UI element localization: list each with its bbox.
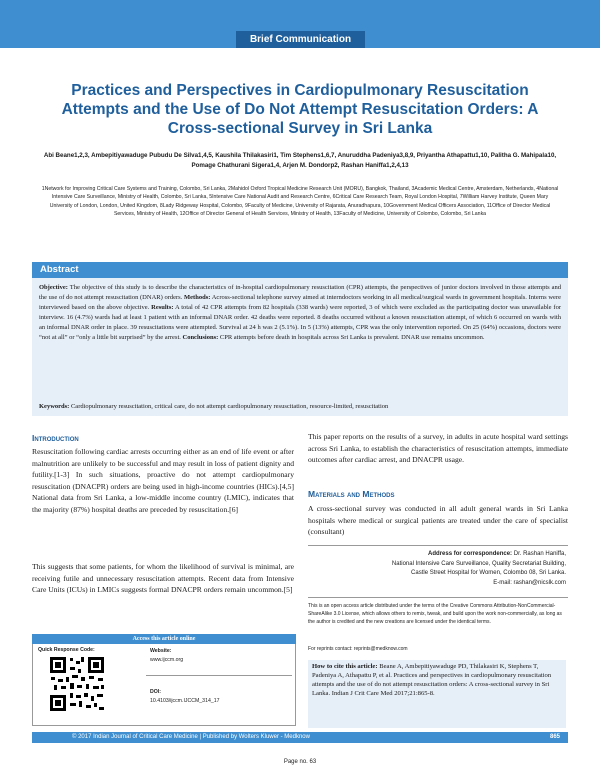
license-divider <box>308 597 568 598</box>
footer-copyright: © 2017 Indian Journal of Critical Care Medicine | Published by Wolters Kluwer - Medknow <box>72 734 310 740</box>
intro-paragraph-1: Resuscitation following cardiac arrests occurring either as an end of life event or after malnutrition are unlikely to be successful and may result in loss of patient dignity and futility.[1-3] In such situations, proactive do not attempt cardiopulmonary resuscitation (DNACPR) orders are being used in high-income countries (HICs).[4,5] National data from Sri Lanka, a low-middle income country (LMIC), indicates that the majority (87%) hospital deaths are preceded by resuscitation.[6] <box>32 447 294 514</box>
page-number-label: Page no. 63 <box>283 759 317 765</box>
intro-heading: Introduction <box>32 433 79 443</box>
correspondence-name: Dr. Rashan Haniffa, <box>513 551 566 557</box>
abstract-text <box>39 283 561 344</box>
correspondence-block <box>308 550 566 588</box>
abstract-heading: Abstract <box>40 264 79 275</box>
methods-heading: Materials and Methods <box>308 489 395 499</box>
keywords-text: Cardiopulmonary resuscitation, critical care, do not attempt cardiopulmonary resuscitation, resource-limited, resuscitation <box>70 403 389 410</box>
author-list: Abi Beane1,2,3, Ambepitiyawaduge Pubudu De Silva1,4,5, Kaushila Thilakasiri1, Tim Stephens1,6,7, Anuruddha Padeniya3,8,9, Priyantha Athapattu1,10, Palitha G. Mahipala10, Pomage Chathurani Sigera1,4, Arjen M. Dondorp2, Rashan Haniffa1,2,4,13 <box>43 152 557 169</box>
results-text: A total of 42 CPR attempts from 82 hospitals (338 wards) were reported, 3 of which were excluded as the participating doctor was unavailable for interview. 16 (4.7%) wards had at least 1 patient with an informal DNAR order. 42 deaths were reported. 8 deaths occurred without a known resuscitation attempt, of which 6 occurred on wards with an informal DNAR order in place. 39 resuscitations were attempted. Survival at 24 h was 2 (5.1%). In 5 (13%) attempts, CPR was the only intervention reported. On 25 (64%) occasions, doctors were “not at all” or “only a little bit surprised” by the arrest. <box>39 304 561 342</box>
affiliations: 1Network for Improving Critical Care Systems and Training, Colombo, Sri Lanka, 2Mahidol Oxford Tropical Medicine Research Unit (MORU), Bangkok, Thailand, 3Academic Medical Centre, Amsterdam, Netherlands, 4National Intensive Care Surveillance, Ministry of Health, Colombo, Sri Lanka, 5Intensive Care National Audit and Research Centre, 6Critical Care Research Team, Royal London Hospital, 7William Harvey Institute, Queen Mary University of London, London, United Kingdom, 8Lady Ridgeway Hospital, Colombo, 9Faculty of Medicine, University of Rajarata, Anuradhapura, 10Government Medical Officers Association, 11Office of Director Medical Services, Ministry of Health, 12Office of Director General of Health Services, Ministry of Health, 13Faculty of Medicine, University of Colombo, Colombo, Sri Lanka <box>41 186 559 217</box>
intro-paragraph-2: This suggests that some patients, for whom the likelihood of survival is minimal, are receiving futile and unnecessary resuscitation attempts. Recent data from Intensive Care Units (ICUs) in LMICs suggests formal DNACPR orders remain uncommon.[5] <box>32 562 294 595</box>
access-heading: Access this article online <box>32 634 296 644</box>
website-link[interactable]: www.ijccm.org <box>150 657 184 663</box>
doi-label: DOI: <box>150 689 161 695</box>
footer-page-number: 865 <box>549 734 560 740</box>
correspondence-email[interactable]: E-mail: rashan@nicslk.com <box>493 579 566 586</box>
results-label: Results: <box>151 304 174 312</box>
doi-value[interactable]: 10.4103/ijccm.IJCCM_314_17 <box>150 698 220 704</box>
abstract-heading-bar <box>32 262 568 278</box>
correspondence-divider <box>308 545 568 546</box>
objective-text: The objective of this study is to describe the characteristics of in-hospital cardiopulmonary resuscitation (CPR) attempts, the perspectives of junior doctors involved in those attempts and the use of do not attempt resuscitation (DNAR) orders. <box>39 284 561 302</box>
website-label: Website: <box>150 648 172 654</box>
citation-body: Beane A, Ambepitiyawaduge PD, Thilakasiri K, Stephens T, Padeniya A, Athapattu P, et al. Practices and perspectives in cardiopulmonary resuscitation attempts and the use of do not attempt resuscitation orders: A cross-sectional survey in Sri Lanka. Indian J Crit Care Med 2017;21:865-8. <box>312 663 552 697</box>
footer-bar <box>32 732 568 743</box>
methods-text: Across-sectional telephone survey aimed at interndoctors working in all medical/surgical wards in government hospitals. Interns were interviewed based on the above objective. <box>39 294 561 312</box>
keywords <box>39 402 561 412</box>
right-paragraph-1: This paper reports on the results of a survey, in adults in acute hospital ward settings across Sri Lanka, to establish the characteristics of resuscitation attempts, immediate outcomes after cardiac arrest, and DNACPR usage. <box>308 432 568 465</box>
conclusions-label: Conclusions: <box>182 334 219 342</box>
citation-text <box>312 662 562 698</box>
conclusions-text: CPR attempts before death in hospitals across Sri Lanka is prevalent. DNAR use remains uncommon. <box>219 334 485 342</box>
correspondence-line-1: National Intensive Care Surveillance, Quality Secretariat Building, <box>391 560 566 567</box>
qr-label: Quick Response Code: <box>38 647 95 653</box>
article-title: Practices and Perspectives in Cardiopulmonary Resuscitation Attempts and the Use of Do Not Attempt Resuscitation Orders: A Cross-sectional Survey in Sri Lanka <box>61 82 539 137</box>
qr-code-icon <box>48 655 106 713</box>
correspondence-label: Address for correspondence: <box>428 551 513 557</box>
methods-label: Methods: <box>184 294 211 302</box>
reprints-text: For reprints contact: reprints@medknow.com <box>308 646 408 652</box>
correspondence-line-2: Castle Street Hospital for Women, Colombo 08, Sri Lanka. <box>411 570 566 576</box>
article-type-tag: Brief Communication <box>236 31 365 48</box>
license-text: This is an open access article distributed under the terms of the Creative Commons Attribution-NonCommercial-ShareAlike 3.0 License, which allows others to remix, tweak, and build upon the work non-commercially, as long as the author is credited and the new creations are licensed under the identical terms. <box>308 603 562 625</box>
access-divider <box>146 675 292 676</box>
objective-label: Objective: <box>39 284 68 291</box>
citation-label: How to cite this article: <box>312 663 378 670</box>
keywords-label: Keywords: <box>39 403 70 410</box>
right-paragraph-2: A cross-sectional survey was conducted in all adult general wards in Sri Lanka hospitals where medical or surgical patients are treated under the care of specialist (consultant) <box>308 504 568 537</box>
